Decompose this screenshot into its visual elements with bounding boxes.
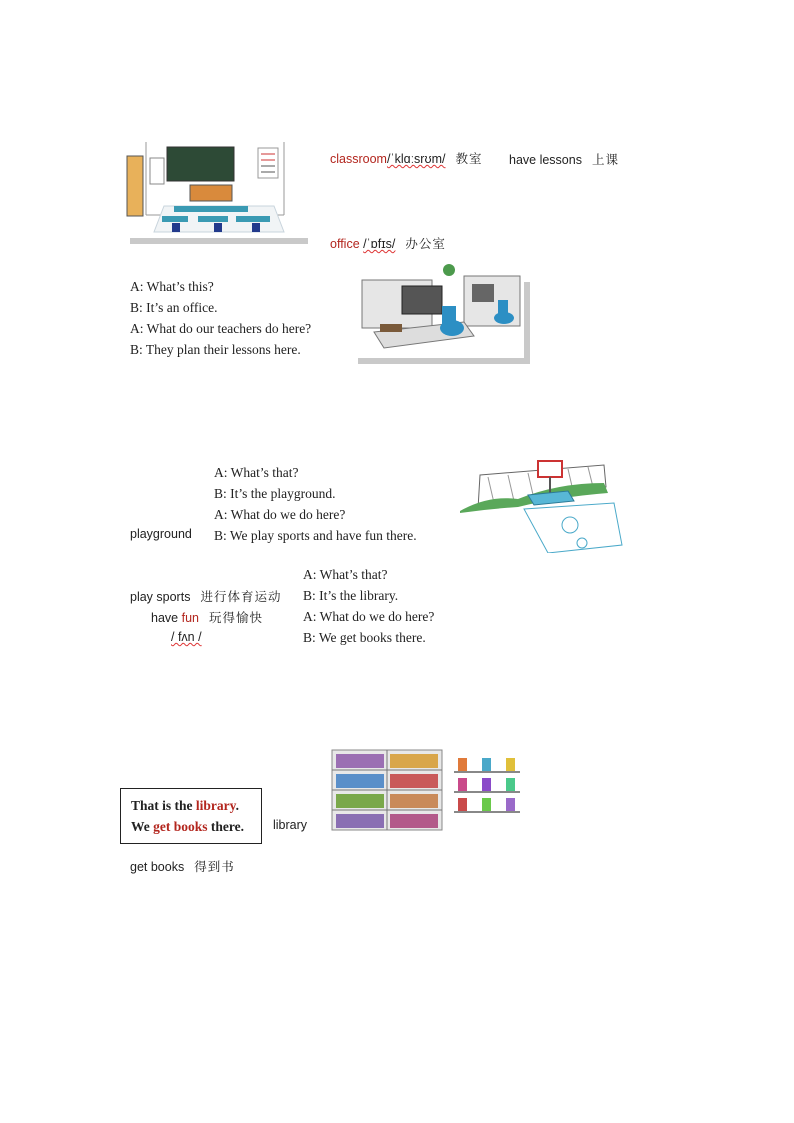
vocab-get-books bbox=[130, 857, 235, 875]
cn-have-lessons: 上课 bbox=[591, 153, 619, 167]
word-office: office bbox=[330, 237, 360, 251]
dialogue-library bbox=[303, 564, 434, 648]
box-line2-post: there. bbox=[210, 819, 245, 834]
cn-have-fun: 玩得愉快 bbox=[208, 611, 263, 625]
ipa-fun bbox=[171, 630, 202, 644]
library-illustration bbox=[330, 748, 528, 834]
ipa-fun-text: / fʌn / bbox=[171, 630, 202, 644]
dialogue-line: B: We play sports and have fun there. bbox=[214, 528, 417, 543]
vocab-play-sports bbox=[130, 587, 281, 605]
office-illustration bbox=[354, 262, 530, 364]
vocab-playground: playground bbox=[130, 527, 192, 541]
dialogue-line: B: We get books there. bbox=[303, 630, 426, 645]
dialogue-line: A: What’s this? bbox=[130, 279, 214, 294]
dialogue-line: A: What’s that? bbox=[303, 567, 388, 582]
word-fun: fun bbox=[181, 611, 199, 625]
box-line2-pre: We bbox=[131, 819, 150, 834]
vocab-have-lessons bbox=[509, 150, 619, 168]
have-fun-pre: have bbox=[151, 611, 179, 625]
playground-illustration bbox=[458, 457, 624, 553]
phrase-get-books: get books bbox=[130, 860, 185, 874]
dialogue-line: B: They plan their lessons here. bbox=[130, 342, 301, 357]
cn-play-sports: 进行体育运动 bbox=[200, 590, 282, 604]
vocab-have-fun bbox=[151, 608, 263, 626]
vocab-office bbox=[330, 234, 446, 252]
word-classroom: classroom bbox=[330, 152, 387, 166]
cn-office: 办公室 bbox=[405, 237, 446, 251]
dialogue-line: B: It’s an office. bbox=[130, 300, 218, 315]
phrase-play-sports: play sports bbox=[130, 590, 191, 604]
phrase-have-lessons: have lessons bbox=[509, 153, 582, 167]
classroom-illustration bbox=[124, 140, 308, 246]
box-line1-pre: That is the bbox=[131, 798, 193, 813]
library-sentence-box bbox=[120, 788, 262, 844]
box-line1-red: library bbox=[195, 798, 236, 813]
vocab-library: library bbox=[273, 818, 308, 832]
box-line2-red: get books bbox=[153, 819, 208, 834]
dialogue-line: B: It’s the library. bbox=[303, 588, 399, 603]
box-line-2 bbox=[131, 816, 249, 837]
dialogue-line: A: What’s that? bbox=[214, 465, 299, 480]
vocab-classroom bbox=[330, 149, 482, 167]
dialogue-line: A: What do we do here? bbox=[214, 507, 346, 522]
dialogue-line: B: It’s the playground. bbox=[214, 486, 336, 501]
dialogue-line: A: What do we do here? bbox=[303, 609, 435, 624]
cn-get-books: 得到书 bbox=[194, 860, 235, 874]
box-line1-post: . bbox=[235, 798, 240, 813]
ipa-office: /ˈɒfɪs/ bbox=[363, 237, 396, 251]
box-line-1 bbox=[131, 795, 249, 816]
dialogue-office bbox=[130, 276, 311, 360]
cn-classroom: 教室 bbox=[455, 152, 483, 166]
ipa-classroom: /ˈklɑːsrʊm/ bbox=[386, 152, 446, 166]
dialogue-playground bbox=[214, 462, 417, 546]
dialogue-line: A: What do our teachers do here? bbox=[130, 321, 312, 336]
